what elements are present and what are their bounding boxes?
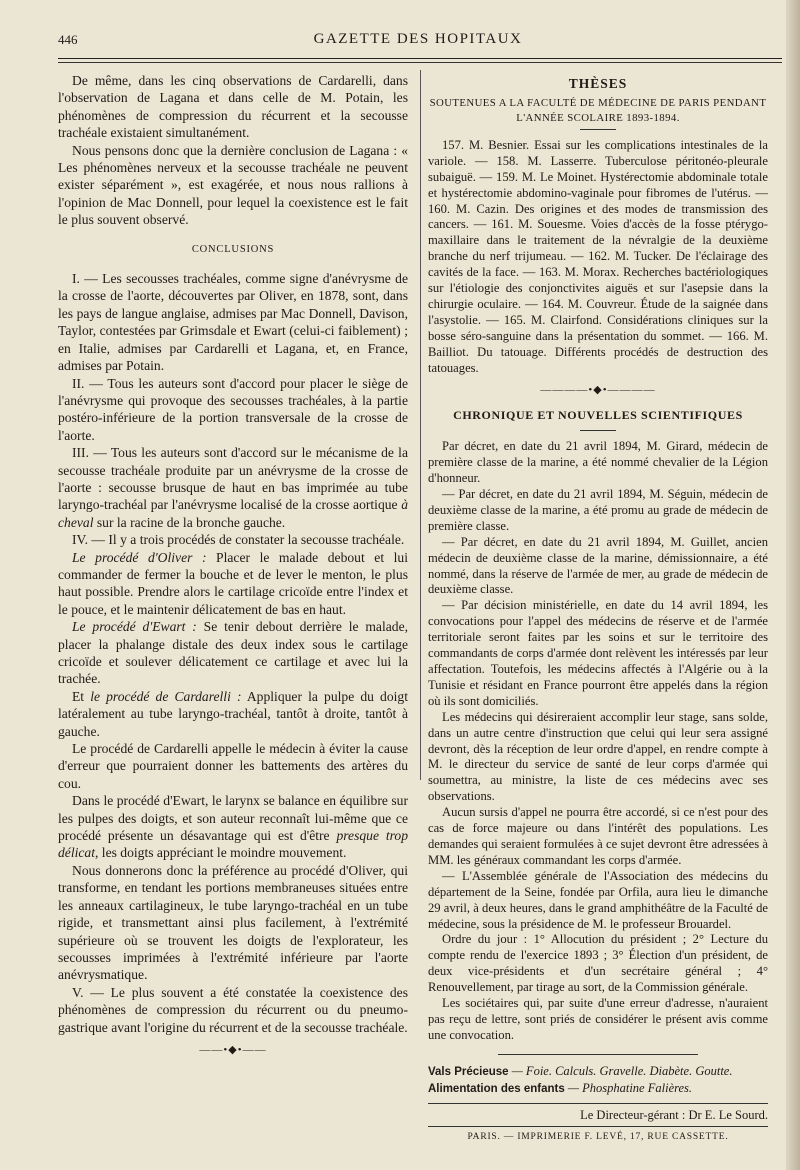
conclusion-1: I. — Les secousses trachéales, comme signe d'anévrysme de la crosse de l'aorte, découvertes par Oliver, en 1878, sont, dans les pays de langue anglaise, admises par Mac Donnell, Davison, Taylor, contestées par Grimsdale et Ewart (celui-ci faiblement) ; en Italie, admises par Cardarelli et Lagana, et, en France, admises par Potain. — [58, 271, 408, 374]
gerant-line: Le Directeur-gérant : Dr E. Le Sourd. — [580, 1107, 768, 1122]
running-title: GAZETTE DES HOPITAUX — [313, 31, 523, 47]
conclusions-heading: CONCLUSIONS — [191, 243, 275, 255]
ad-vals: Vals Précieuse — Foie. Calculs. Gravelle. Diabète. Goutte. — [428, 1063, 733, 1078]
ad-alimentation: Alimentation des enfants — Phosphatine Falières. — [428, 1080, 693, 1095]
chronique-title: CHRONIQUE ET NOUVELLES SCIENTIFIQUES — [453, 408, 743, 423]
news-item: — Par décret, en date du 21 avril 1894, M. Séguin, médecin de deuxième classe de la marine, a été promu au grade de médecin de première classe. — [428, 487, 768, 533]
page-number: 446 — [58, 32, 78, 47]
news-item: — L'Assemblée générale de l'Association des médecins du département de la Seine, fondée par Orfila, aura lieu le dimanche 29 avril, à deux heures, dans le grand amphithéâtre de la Faculté de médecine, sous la présidence de M. le professeur Brouardel. — [428, 868, 768, 931]
paragraph: Dans le procédé d'Ewart, le larynx se balance en équilibre sur les pulpes des doigts, et son auteur reconnaît lui-même que ce procédé présente un désavantage qui est d'être presque trop délicat, les doigts appréciant le moindre mouvement. — [58, 793, 409, 861]
procedure-oliver: Le procédé d'Oliver : Placer le malade debout et lui commander de fermer la bouche et de lever le menton, le plus haut possible. Prendre alors le cartilage cricoïde entre l'index et le pouce, et le maintenir délicatement de bas en haut. — [58, 549, 408, 617]
conclusion-5: V. — Le plus souvent a été constatée la coexistence des phénomènes de compression du récurrent ou du pneumo-gastrique avant l'origine du récurrent et de la secousse trachéale. — [58, 984, 408, 1035]
theses-list: 157. M. Besnier. Essai sur les complications intestinales de la variole. — 158. M. Lasserre. Tuberculose péritonéo-pleurale subaiguë. — 159. M. Le Moinet. Hystérectomie abdominale totale et hystérectomie abdomino-vaginale pour fibromes de l'utérus. — 160. M. Cazin. Des origines et des modes de transmission des cancers. — 161. M. Souesme. Voies d'accès de la fosse ptérygo-maxillaire dans le traitement de la névralgie de la deuxième branche du nerf trijumeau. — 162. M. Tucker. De l'éclairage des cavités de la face. — 163. M. Morax. Recherches bactériologiques sur l'étiologie des conjonctivites aiguës et sur l'asepsie dans la chirurgie oculaire. — 164. M. Couvreur. Étude de la saignée dans l'asystolie. — 165. M. Clairfond. Considérations cliniques sur la bosse séro-sanguine dans la présentation du sommet. — 166. M. Bailliot. Du tatouage. Différents procédés de destruction des tatouages. — [428, 137, 768, 375]
procedure-cardarelli: Et le procédé de Cardarelli : Appliquer la pulpe du doigt latéralement au tube laryngo-trachéal, tantôt à droite, tantôt à gauche. — [58, 688, 408, 739]
paragraph: Nous pensons donc que la dernière conclusion de Lagana : « Les phénomènes nerveux et la secousse trachéale ne peuvent exister séparément », est exagérée, et nous nous rallions à l'opinion de Mac Donnell, pour lequel la coexistence est le fait le plus souvent observé. — [58, 142, 408, 228]
column-divider — [420, 70, 421, 780]
conclusion-4: IV. — Il y a trois procédés de constater la secousse trachéale. — [72, 532, 405, 548]
advertisements — [428, 1063, 768, 1146]
paragraph: De même, dans les cinq observations de Cardarelli, dans l'observation de Lagana et dans celle de M. Potain, les phénomènes de compression du récurrent et la secousse trachéale existaient simultanément. — [58, 73, 408, 141]
news-item: Aucun sursis d'appel ne pourra être accordé, si ce n'est pour des cas de force majeure ou dans l'intérêt des populations. Les demandes qui seraient formulées à ce sujet devront être adressées à MM. les généraux commandant les corps d'armée. — [428, 805, 768, 867]
news-item: — Par décision ministérielle, en date du 14 avril 1894, les convocations pour l'appel des médecins de réserve et de l'armée territoriale seront faites par les soins et sur le territoire des commandants de corps d'armée dont relèvent les intéressés par leur affectation. Toutefois, les médecins affectés à l'Algérie ou à la Tunisie et résidant en France pourront être appelés dans la région où ils sont domiciliés. — [428, 598, 768, 708]
right-column — [428, 76, 768, 1146]
news-item: Les médecins qui désireraient accomplir leur stage, sans solde, dans un autre centre d'instruction que celui qui leur sera assigné devront, dès la réception de leur ordre d'appel, en rendre compte à M. le directeur du service de santé de leur corps d'armée qui soumettra, au ministre, la liste de ces médecins avec ses observations. — [428, 709, 768, 804]
procedure-ewart: Le procédé d'Ewart : Se tenir debout derrière le malade, placer la phalange distale des deux index sous le cartilage cricoïde et soulever délicatement ce cartilage et avec lui la trachée. — [58, 619, 409, 687]
news-item: Ordre du jour : 1° Allocution du président ; 2° Lecture du compte rendu de l'exercice 1893 ; 3° Élection d'un président, de deux vice-présidents et d'un secrétaire général ; 4° Renouvellement, par tirage au sort, de la Commission générale. — [428, 932, 768, 995]
theses-subtitle: SOUTENUES A LA FACULTÉ DE MÉDECINE DE PARIS PENDANT L'ANNÉE SCOLAIRE 1893-1894. — [429, 96, 767, 124]
conclusion-3: III. — Tous les auteurs sont d'accord sur le mécanisme de la secousse trachéale produite par un anévrysme de la crosse de l'aorte : secousse brusque de haut en bas imprimée au tube laryngo-trachéal par l'anévrysme localisé de la crosse aortique à cheval sur la racine de la bronche gauche. — [58, 445, 408, 530]
ad-rule — [428, 1103, 768, 1104]
page-spine-shadow — [786, 0, 800, 1170]
paragraph: Nous donnerons donc la préférence au procédé d'Oliver, qui transforme, en tendant les portions membraneuses situées entre les anneaux cartilagineux, le tube laryngo-trachéal en un tube rigide, et transmettant ainsi plus facilement, à l'extrémité supérieure où se trouvent les doigts de l'explorateur, les secousses imprimées à l'extrémité inférieure par l'aorte anévrysmatique. — [58, 862, 408, 983]
section-ornament: ————•◆•———— — [540, 383, 656, 396]
end-ornament: ——•◆•—— — [199, 1043, 267, 1056]
news-item: Les sociétaires qui, par suite d'une erreur d'adresse, n'auraient pas reçu de lettre, sont priés de considérer le présent avis comme une convocation. — [428, 996, 768, 1042]
page-header — [58, 28, 778, 58]
header-rule — [58, 58, 782, 59]
paragraph: Le procédé de Cardarelli appelle le médecin à éviter la cause d'erreur que pourraient donner les battements des artères du cou. — [58, 741, 408, 791]
short-rule — [580, 129, 616, 130]
header-rule-thin — [58, 62, 782, 63]
news-item: Par décret, en date du 21 avril 1894, M. Girard, médecin de première classe de la marine, a été nommé chevalier de la Légion d'honneur. — [428, 439, 768, 486]
section-rule — [498, 1054, 698, 1055]
left-column — [58, 72, 408, 1065]
theses-title: THÈSES — [568, 76, 628, 91]
short-rule — [580, 430, 616, 431]
conclusion-2: II. — Tous les auteurs sont d'accord pour placer le siège de l'anévrysme qui provoque des secousses trachéales, à la partie postéro-inférieure de la portion transversale de la crosse de l'aorte. — [58, 375, 408, 443]
news-item: — Par décret, en date du 21 avril 1894, M. Guillet, ancien médecin de deuxième classe de la marine, démissionnaire, a été nommé, dans la réserve de l'armée de mer, au grade de médecin de deuxième classe. — [428, 534, 768, 597]
printer-line: PARIS. — IMPRIMERIE F. LEVÉ, 17, RUE CASSETTE. — [428, 1126, 768, 1146]
